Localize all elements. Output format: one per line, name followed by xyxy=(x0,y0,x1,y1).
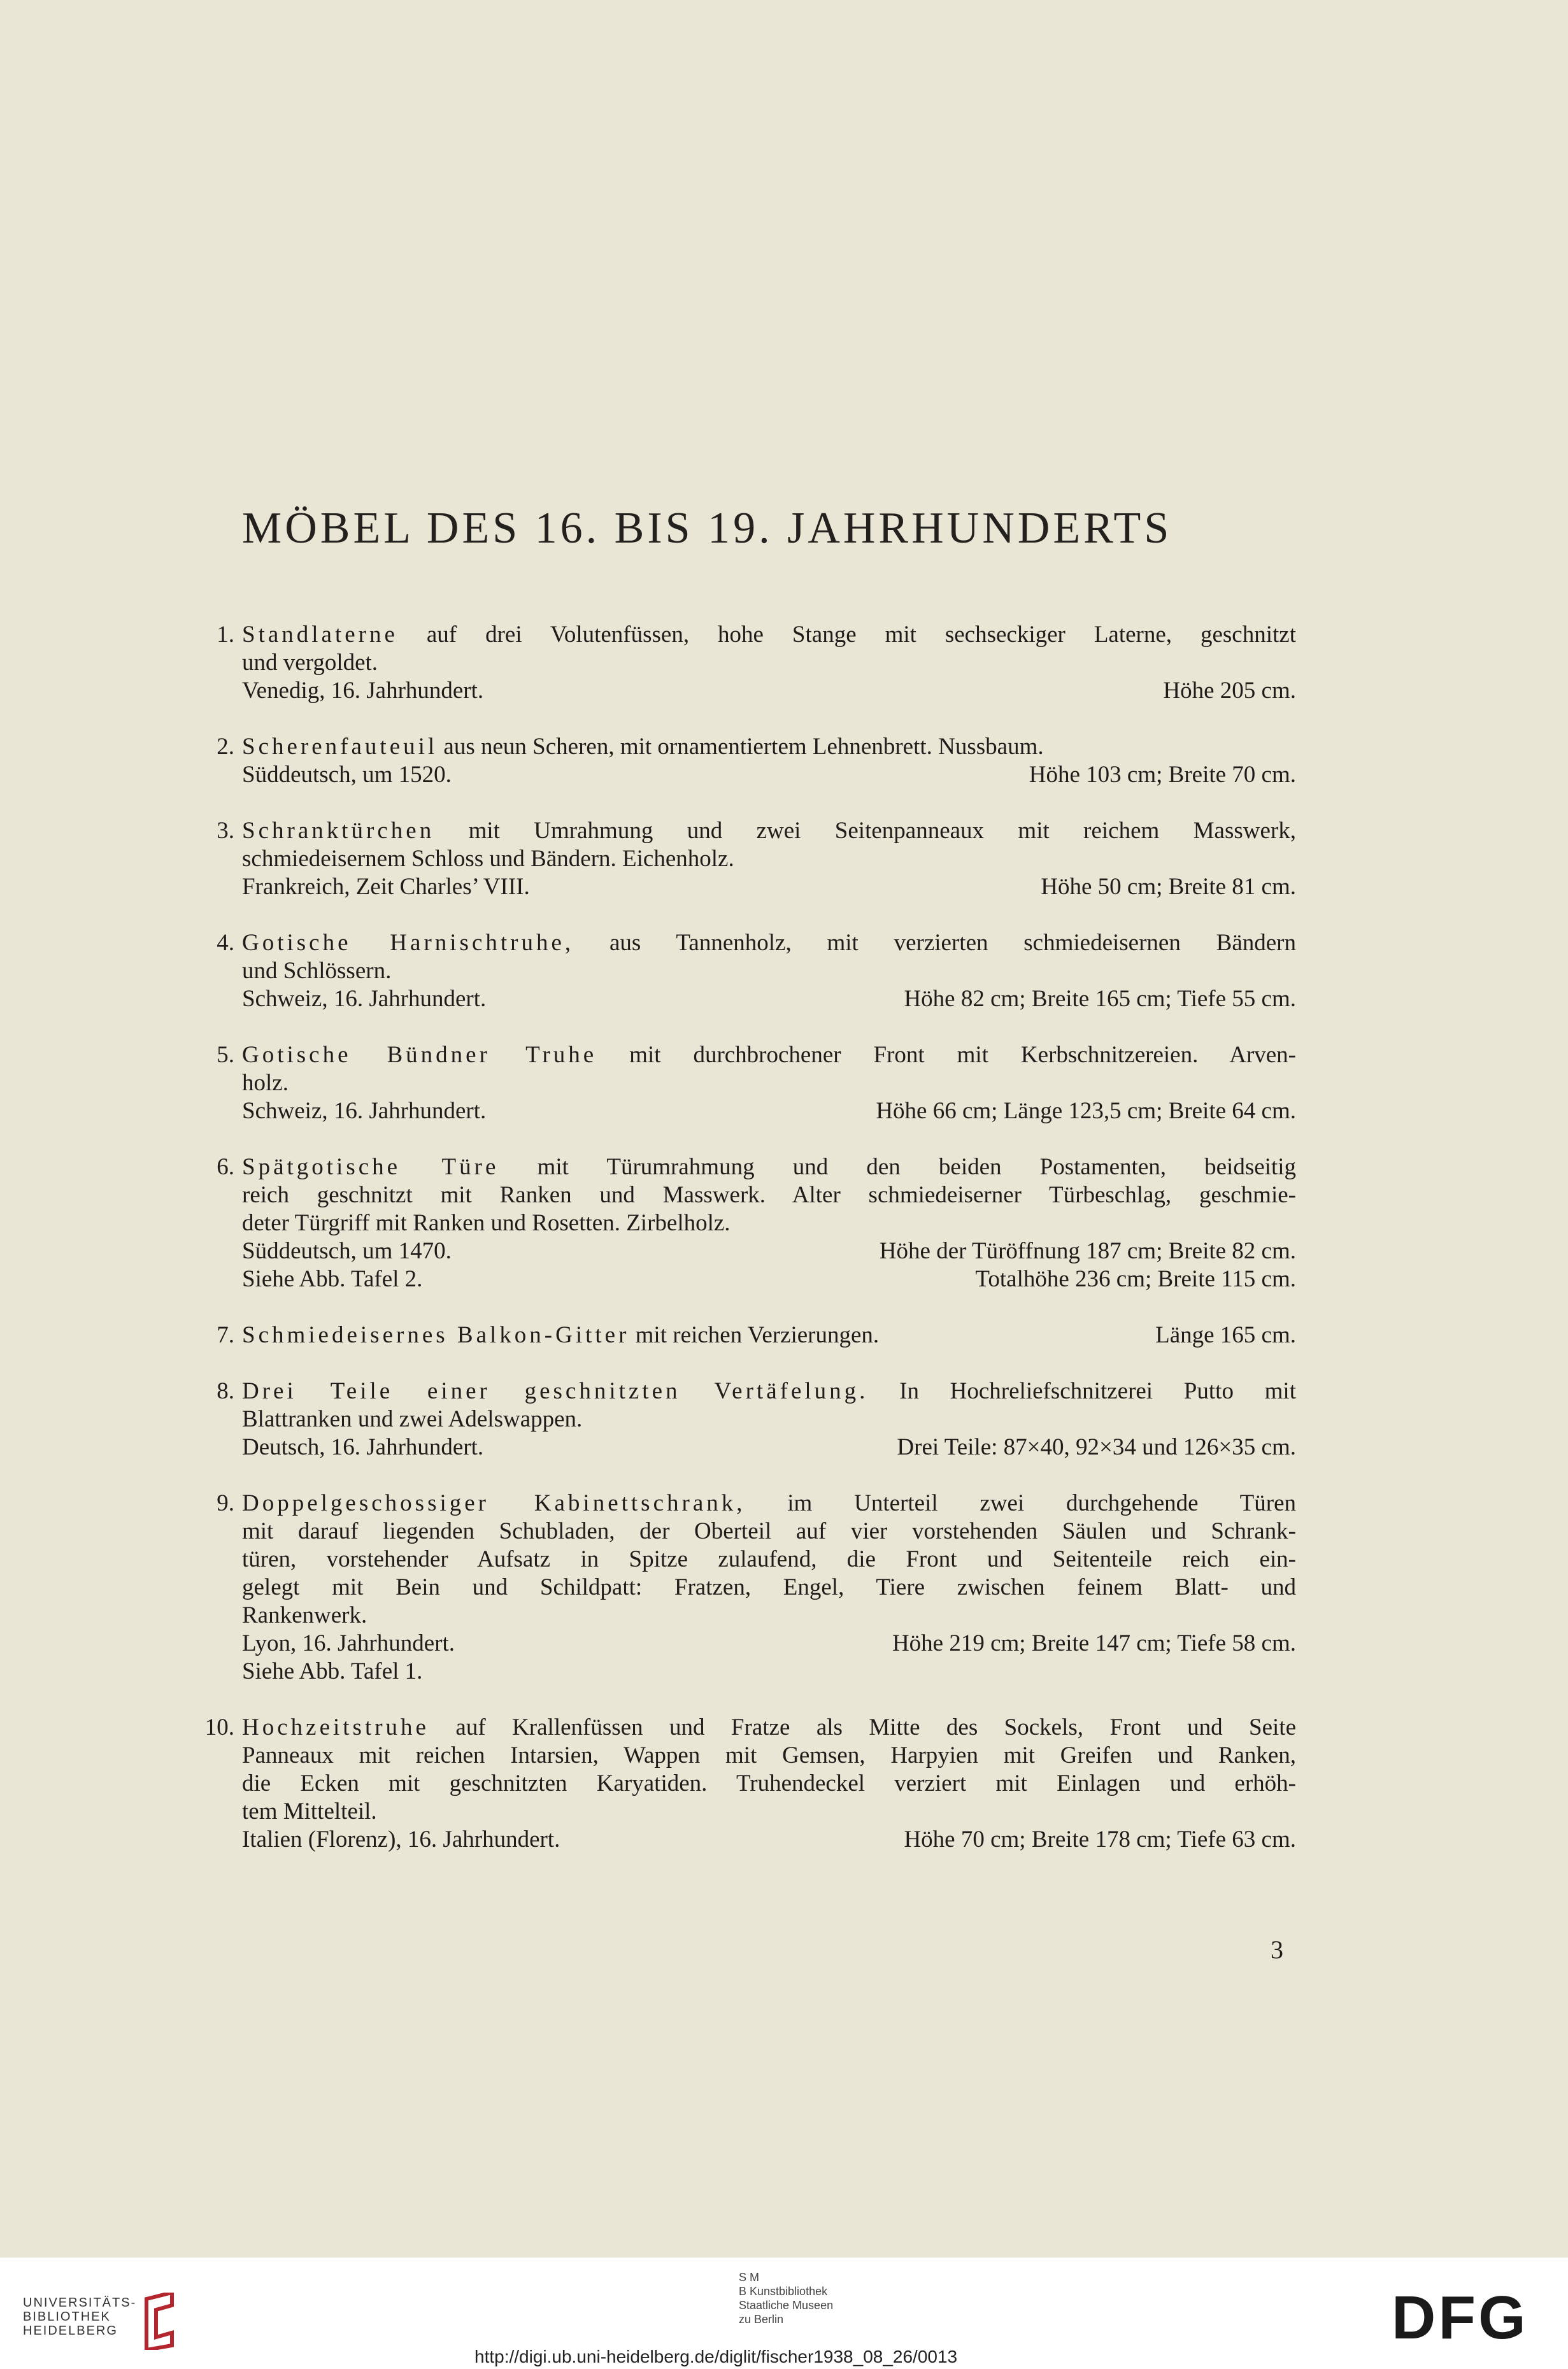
university-library-name xyxy=(23,2296,136,2338)
library-line: UNIVERSITÄTS- xyxy=(23,2296,137,2310)
entry-origin: Süddeutsch, um 1470. xyxy=(242,1238,452,1264)
entry-meta-row xyxy=(242,1826,1296,1854)
page-number: 3 xyxy=(1271,1935,1283,1964)
entry-text-line xyxy=(242,1405,1296,1433)
entry-text-line xyxy=(242,1069,1296,1097)
entry-origin: Schweiz, 16. Jahrhundert. xyxy=(242,986,487,1012)
entry-number: 1. xyxy=(217,622,234,648)
catalog-entry xyxy=(217,621,1296,705)
entry-meta-row xyxy=(242,1237,1296,1265)
catalog-entry xyxy=(217,1153,1297,1293)
entry-text-line xyxy=(242,1041,1296,1069)
entry-dimensions: Höhe 219 cm; Breite 147 cm; Tiefe 58 cm. xyxy=(892,1630,1296,1656)
entry-keyword: Schranktürchen xyxy=(242,818,435,844)
entry-text: reich geschnitzt mit Ranken und Masswerk. Alter schmiedeiserner Türbeschlag, geschmie- xyxy=(242,1182,1296,1208)
smb-line: S M xyxy=(739,2271,760,2284)
entry-keyword: Hochzeitstruhe xyxy=(242,1714,429,1740)
entry-origin: Lyon, 16. Jahrhundert. xyxy=(242,1630,455,1656)
library-line: HEIDELBERG xyxy=(23,2324,118,2338)
entry-text-line xyxy=(242,1209,1296,1237)
entry-text-line xyxy=(242,957,1296,985)
entry-text: deter Türgriff mit Ranken und Rosetten. Zirbelholz. xyxy=(242,1210,731,1236)
entry-text: schmiedeisernem Schloss und Bändern. Eichenholz. xyxy=(242,846,734,872)
entry-dimensions: Drei Teile: 87×40, 92×34 und 126×35 cm. xyxy=(897,1434,1296,1460)
entry-dimensions: Höhe 103 cm; Breite 70 cm. xyxy=(1029,762,1296,788)
entry-text: Panneaux mit reichen Intarsien, Wappen mit Gemsen, Harpyien mit Greifen und Ranken, xyxy=(242,1742,1296,1768)
entry-text-line xyxy=(242,1490,1296,1518)
smb-line: Staatliche Museen xyxy=(739,2299,834,2312)
entry-meta-row xyxy=(242,1265,1296,1293)
entry-text-line xyxy=(242,1546,1296,1574)
entry-text: im Unterteil zwei durchgehende Türen xyxy=(745,1490,1296,1516)
entry-number: 9. xyxy=(217,1490,234,1516)
entry-text-line xyxy=(242,817,1296,845)
entry-text-line xyxy=(242,733,1296,761)
page-title: MÖBEL DES 16. BIS 19. JAHRHUNDERTS xyxy=(242,504,1172,553)
entry-text-line xyxy=(242,1377,1296,1405)
entry-keyword: Standlaterne xyxy=(242,622,398,648)
entry-text: und vergoldet. xyxy=(242,650,378,676)
dfg-logo: DFG xyxy=(1392,2284,1529,2352)
entry-keyword: Spätgotische Türe xyxy=(242,1154,499,1180)
entry-text-line xyxy=(242,1153,1296,1181)
entry-text-line xyxy=(242,929,1296,957)
entry-meta-row xyxy=(242,873,1296,901)
source-url-link[interactable]: http://digi.ub.uni-heidelberg.de/diglit/fischer1938_08_26/0013 xyxy=(474,2347,958,2366)
entry-dimensions: Höhe 66 cm; Länge 123,5 cm; Breite 64 cm. xyxy=(876,1098,1296,1124)
entry-text: mit Türumrahmung und den beiden Postamenten, beidseitig xyxy=(499,1154,1297,1180)
entry-meta-row xyxy=(242,677,1296,705)
entry-dimensions: Totalhöhe 236 cm; Breite 115 cm. xyxy=(975,1266,1296,1292)
entry-meta-row xyxy=(242,1097,1296,1125)
entry-meta-row xyxy=(242,1658,1296,1686)
entry-number: 5. xyxy=(217,1042,234,1068)
entry-text: die Ecken mit geschnitzten Karyatiden. Truhendeckel verziert mit Einlagen und erhöh- xyxy=(242,1770,1296,1796)
entry-text-line xyxy=(242,1770,1296,1798)
entry-origin: Venedig, 16. Jahrhundert. xyxy=(242,678,484,704)
entry-text: In Hochreliefschnitzerei Putto mit xyxy=(868,1378,1296,1404)
entry-text: türen, vorstehender Aufsatz in Spitze zulaufend, die Front und Seitenteile reich ein- xyxy=(242,1546,1296,1572)
entry-text: mit reichen Verzierungen. xyxy=(629,1322,880,1348)
smb-line: B Kunstbibliothek xyxy=(739,2285,828,2298)
entry-keyword: Scherenfauteuil xyxy=(242,734,438,760)
catalog-entry xyxy=(217,817,1296,901)
entry-origin: Schweiz, 16. Jahrhundert. xyxy=(242,1098,487,1124)
entry-dimensions: Höhe 82 cm; Breite 165 cm; Tiefe 55 cm. xyxy=(904,986,1296,1012)
entry-keyword: Gotische Bündner Truhe xyxy=(242,1042,597,1068)
entry-origin: Deutsch, 16. Jahrhundert. xyxy=(242,1434,484,1460)
entry-text: Rankenwerk. xyxy=(242,1602,367,1628)
entry-text-line xyxy=(242,1602,1296,1630)
catalog-entry xyxy=(217,929,1296,1013)
entry-text: aus Tannenholz, mit verzierten schmiedeisernen Bändern xyxy=(574,930,1296,956)
entry-origin: Siehe Abb. Tafel 2. xyxy=(242,1266,423,1292)
catalog-entry xyxy=(204,1714,1296,1854)
entry-text: auf Krallenfüssen und Fratze als Mitte des Sockels, Front und Seite xyxy=(429,1714,1296,1740)
entry-text: mit darauf liegenden Schubladen, der Oberteil auf vier vorstehenden Säulen und Schrank- xyxy=(242,1518,1296,1544)
entry-text: tem Mittelteil. xyxy=(242,1798,377,1825)
entry-number: 4. xyxy=(217,930,234,956)
entry-origin: Italien (Florenz), 16. Jahrhundert. xyxy=(242,1826,560,1853)
entry-meta-row xyxy=(242,1433,1296,1462)
entry-text: mit durchbrochener Front mit Kerbschnitzereien. Arven- xyxy=(597,1042,1297,1068)
entry-meta-row xyxy=(242,1630,1296,1658)
entry-meta-row xyxy=(242,761,1296,789)
entry-text-line xyxy=(242,1714,1296,1742)
footer-bar xyxy=(0,2258,1568,2369)
entry-dimensions: Höhe 50 cm; Breite 81 cm. xyxy=(1041,874,1296,900)
smb-line: zu Berlin xyxy=(739,2313,784,2326)
entry-text: aus neun Scheren, mit ornamentiertem Lehnenbrett. Nussbaum. xyxy=(438,734,1044,760)
entry-number: 8. xyxy=(217,1378,234,1404)
entry-meta-row xyxy=(242,985,1296,1013)
entry-dimensions: Höhe 70 cm; Breite 178 cm; Tiefe 63 cm. xyxy=(904,1826,1296,1853)
entry-dimensions: Länge 165 cm. xyxy=(1155,1322,1296,1348)
entry-text: mit Umrahmung und zwei Seitenpanneaux mit reichem Masswerk, xyxy=(434,818,1296,844)
entry-text-line xyxy=(242,1798,1296,1826)
entry-number: 7. xyxy=(217,1322,234,1348)
entry-dimensions: Höhe der Türöffnung 187 cm; Breite 82 cm. xyxy=(879,1238,1296,1264)
library-line: BIBLIOTHEK xyxy=(23,2310,111,2324)
entry-number: 3. xyxy=(217,818,234,844)
catalog-entry xyxy=(217,1041,1297,1125)
entry-text-line xyxy=(242,621,1296,649)
entry-text: Blattranken und zwei Adelswappen. xyxy=(242,1406,583,1432)
entry-text: auf drei Volutenfüssen, hohe Stange mit sechseckiger Laterne, geschnitzt xyxy=(397,622,1296,648)
entry-keyword: Schmiedeisernes Balkon-Gitter xyxy=(242,1322,630,1348)
catalog-entries xyxy=(204,621,1297,1882)
entry-text: holz. xyxy=(242,1070,289,1096)
entry-text: gelegt mit Bein und Schildpatt: Fratzen, Engel, Tiere zwischen feinem Blatt- und xyxy=(242,1574,1296,1600)
entry-text-line xyxy=(242,1181,1296,1209)
entry-text-line xyxy=(242,1518,1296,1546)
catalog-entry xyxy=(217,733,1296,789)
entry-dimensions: Höhe 205 cm. xyxy=(1163,678,1296,704)
catalog-entry xyxy=(217,1321,1296,1349)
entry-keyword: Doppelgeschossiger Kabinettschrank, xyxy=(242,1490,746,1516)
entry-text-line xyxy=(242,1321,1296,1349)
entry-keyword: Drei Teile einer geschnitzten Vertäfelung. xyxy=(242,1378,869,1404)
entry-text-line xyxy=(242,1574,1296,1602)
entry-origin: Frankreich, Zeit Charles’ VIII. xyxy=(242,874,530,900)
entry-text-line xyxy=(242,1742,1296,1770)
entry-number: 2. xyxy=(217,734,234,760)
entry-origin: Süddeutsch, um 1520. xyxy=(242,762,452,788)
entry-text: und Schlössern. xyxy=(242,958,392,984)
catalog-entry xyxy=(217,1377,1296,1462)
kunstbibliothek-credit xyxy=(739,2270,833,2326)
entry-text-line xyxy=(242,649,1296,677)
entry-origin: Siehe Abb. Tafel 1. xyxy=(242,1658,423,1684)
catalog-entry xyxy=(217,1490,1296,1686)
university-library-logo-icon xyxy=(134,2293,185,2350)
entry-number: 6. xyxy=(217,1154,234,1180)
entry-number: 10. xyxy=(204,1714,234,1740)
entry-text-line xyxy=(242,845,1296,873)
entry-keyword: Gotische Harnischtruhe, xyxy=(242,930,574,956)
